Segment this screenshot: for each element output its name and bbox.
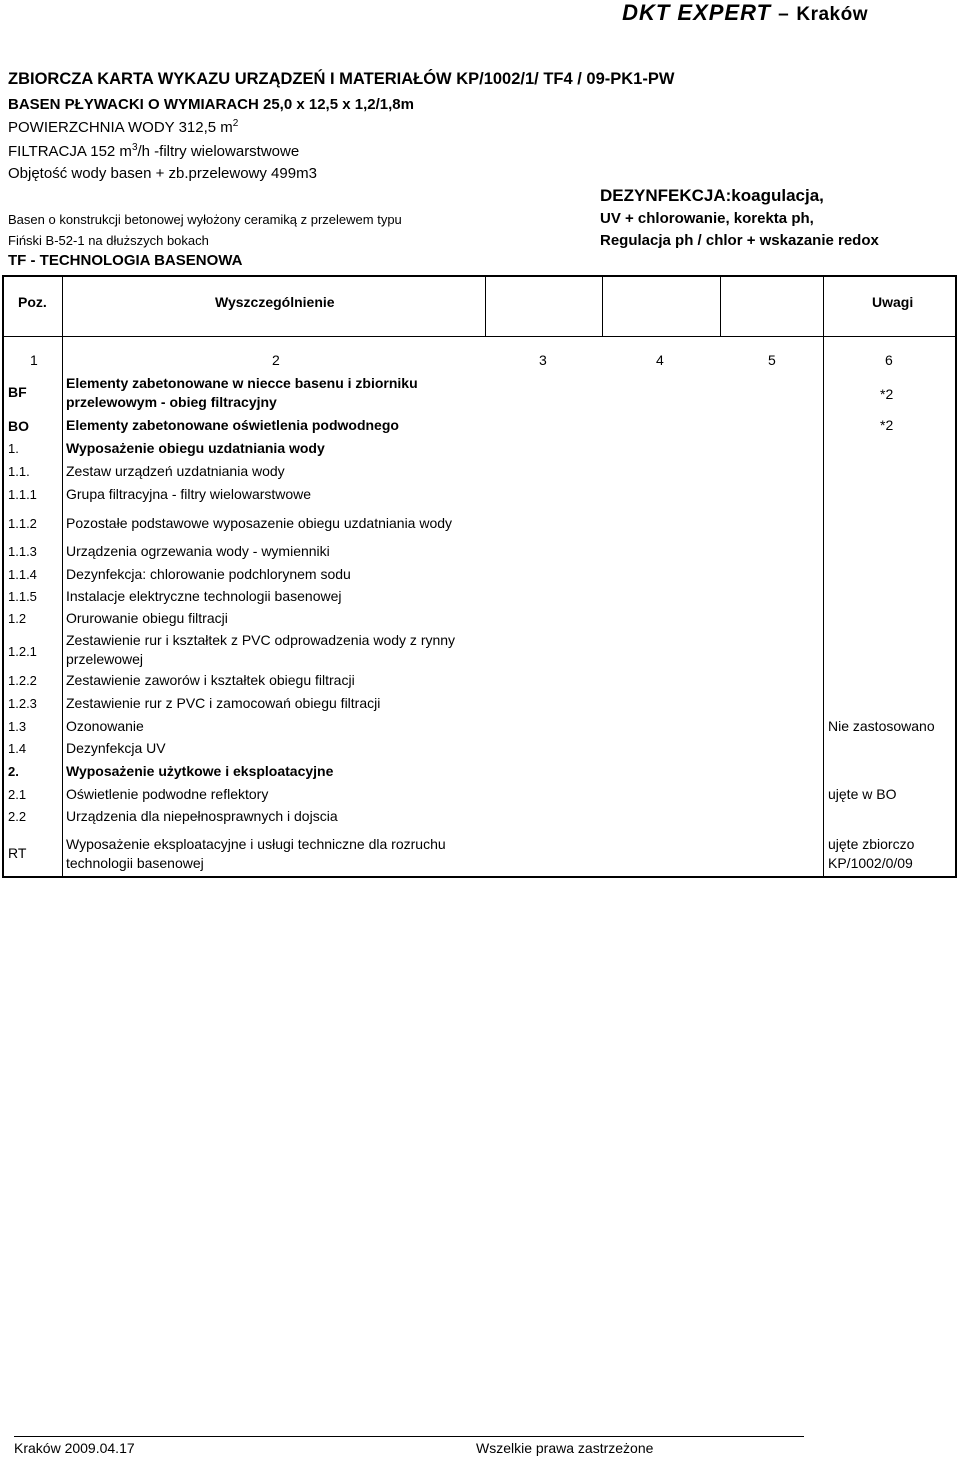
colnum: 4 [656, 352, 664, 368]
header-wyszczegolnienie: Wyszczególnienie [215, 294, 335, 310]
basin-construction-1: Basen o konstrukcji betonowej wyłożony ceramiką z przelewem typu [8, 212, 402, 227]
logo-city: Kraków [796, 4, 868, 25]
disinfection-line2: UV + chlorowanie, korekta ph, [600, 210, 814, 227]
header-poz: Poz. [18, 294, 47, 310]
colnum: 6 [885, 352, 893, 368]
basin-dimensions: BASEN PŁYWACKI O WYMIARACH 25,0 x 12,5 x 1,2/1,8m [8, 96, 414, 113]
colnum: 2 [272, 352, 280, 368]
section-tf: TF - TECHNOLOGIA BASENOWA [8, 252, 243, 269]
logo-dash: – [778, 4, 790, 25]
col-divider [602, 277, 603, 337]
basin-construction-2: Fiński B-52-1 na dłuższych bokach [8, 233, 209, 248]
colnum: 3 [539, 352, 547, 368]
col-divider [823, 277, 824, 876]
water-volume: Objętość wody basen + zb.przelewowy 499m3 [8, 165, 317, 182]
footer-rights: Wszelkie prawa zastrzeżone [476, 1440, 654, 1456]
logo-brand: DKT EXPERT [622, 0, 772, 25]
footer-divider [14, 1436, 804, 1437]
col-divider [485, 277, 486, 337]
footer-date: Kraków 2009.04.17 [14, 1440, 135, 1456]
company-logo [622, 0, 868, 26]
disinfection-line3: Regulacja ph / chlor + wskazanie redox [600, 232, 879, 249]
colnum: 1 [30, 352, 38, 368]
doc-title: ZBIORCZA KARTA WYKAZU URZĄDZEŃ I MATERIAŁÓW KP/1002/1/ TF4 / 09-PK1-PW [8, 70, 675, 88]
col-divider [62, 277, 63, 876]
header-uwagi: Uwagi [872, 294, 914, 310]
water-surface: POWIERZCHNIA WODY 312,5 $m^2$ [8, 118, 239, 136]
disinfection-heading: DEZYNFEKCJA:koagulacja, [600, 186, 824, 205]
filtration: FILTRACJA 152 $m^3/h$ -filtry wielowarstwowe [8, 142, 300, 160]
colnum: 5 [768, 352, 776, 368]
col-divider [720, 277, 721, 337]
header-divider [4, 336, 955, 337]
